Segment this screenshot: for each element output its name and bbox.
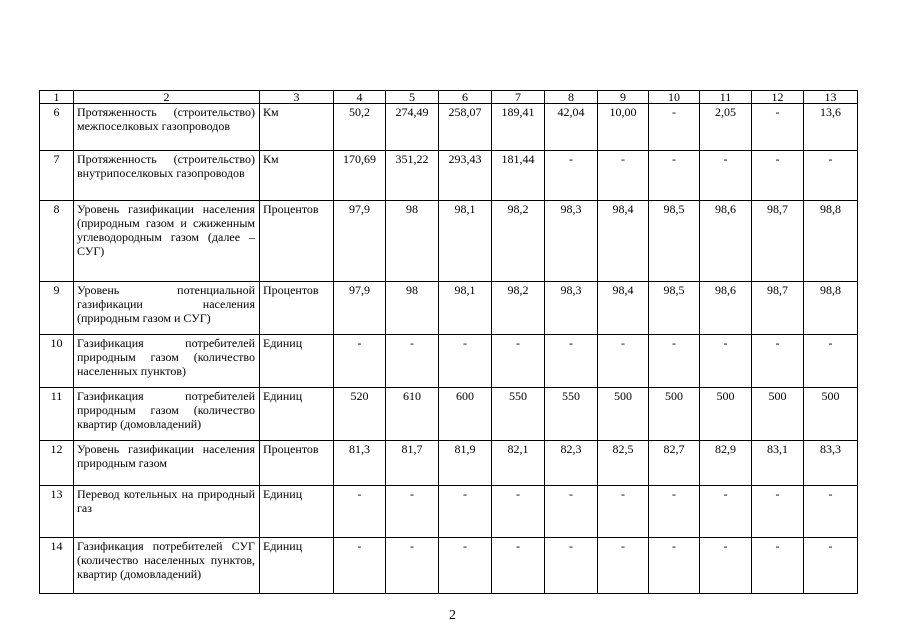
value-cell: -	[439, 538, 492, 594]
value-cell: 500	[752, 388, 804, 441]
table-row	[40, 335, 858, 388]
unit-cell: Процентов	[260, 441, 334, 486]
unit-cell: Единиц	[260, 538, 334, 594]
value-cell: 97,9	[334, 282, 386, 335]
value-cell: -	[649, 538, 700, 594]
table-row	[40, 282, 858, 335]
unit-cell: Процентов	[260, 282, 334, 335]
row-number-cell: 6	[40, 104, 74, 151]
header-cell: 13	[804, 91, 858, 104]
value-cell: 98,8	[804, 282, 858, 335]
value-cell: 550	[492, 388, 545, 441]
value-cell: -	[804, 486, 858, 538]
header-cell: 7	[492, 91, 545, 104]
value-cell: 83,3	[804, 441, 858, 486]
table-header-row	[40, 91, 858, 104]
indicator-name-cell: Газификация потребителей природным газом (количество населенных пунктов)	[74, 335, 260, 388]
row-number-cell: 11	[40, 388, 74, 441]
unit-cell: Единиц	[260, 486, 334, 538]
value-cell: -	[439, 486, 492, 538]
value-cell: 81,7	[386, 441, 439, 486]
value-cell: -	[804, 538, 858, 594]
value-cell: -	[598, 538, 649, 594]
value-cell: 500	[649, 388, 700, 441]
value-cell: -	[492, 335, 545, 388]
header-cell: 9	[598, 91, 649, 104]
value-cell: 82,1	[492, 441, 545, 486]
row-number-cell: 9	[40, 282, 74, 335]
value-cell: -	[649, 486, 700, 538]
value-cell: 10,00	[598, 104, 649, 151]
value-cell: 98,8	[804, 201, 858, 282]
value-cell: 500	[598, 388, 649, 441]
value-cell: 98,5	[649, 282, 700, 335]
value-cell: -	[752, 151, 804, 201]
value-cell: -	[492, 538, 545, 594]
header-cell: 3	[260, 91, 334, 104]
value-cell: 82,9	[700, 441, 752, 486]
row-number-cell: 8	[40, 201, 74, 282]
value-cell: 98,7	[752, 201, 804, 282]
value-cell: 274,49	[386, 104, 439, 151]
value-cell: 520	[334, 388, 386, 441]
value-cell: 42,04	[545, 104, 598, 151]
table-row	[40, 538, 858, 594]
indicators-table	[39, 90, 858, 594]
value-cell: 351,22	[386, 151, 439, 201]
value-cell: 98,2	[492, 282, 545, 335]
value-cell: 550	[545, 388, 598, 441]
indicator-name-cell: Протяженность (строительство) межпоселковых газопроводов	[74, 104, 260, 151]
value-cell: 98,4	[598, 201, 649, 282]
value-cell: 50,2	[334, 104, 386, 151]
header-cell: 8	[545, 91, 598, 104]
value-cell: -	[649, 104, 700, 151]
value-cell: 82,3	[545, 441, 598, 486]
value-cell: -	[386, 538, 439, 594]
table-row	[40, 104, 858, 151]
value-cell: 600	[439, 388, 492, 441]
unit-cell: Процентов	[260, 201, 334, 282]
header-cell: 1	[40, 91, 74, 104]
row-number-cell: 12	[40, 441, 74, 486]
value-cell: 98	[386, 282, 439, 335]
table-row	[40, 388, 858, 441]
header-cell: 4	[334, 91, 386, 104]
row-number-cell: 7	[40, 151, 74, 201]
value-cell: 170,69	[334, 151, 386, 201]
value-cell: 81,9	[439, 441, 492, 486]
indicator-name-cell: Уровень потенциальной газификации населения (природным газом и СУГ)	[74, 282, 260, 335]
indicator-name-cell: Газификация потребителей СУГ (количество населенных пунктов, квартир (домовладений)	[74, 538, 260, 594]
value-cell: 610	[386, 388, 439, 441]
value-cell: 83,1	[752, 441, 804, 486]
value-cell: 98,3	[545, 201, 598, 282]
value-cell: -	[752, 538, 804, 594]
value-cell: -	[386, 335, 439, 388]
table-row	[40, 441, 858, 486]
unit-cell: Единиц	[260, 335, 334, 388]
value-cell: -	[649, 335, 700, 388]
unit-cell: Км	[260, 104, 334, 151]
value-cell: 98,2	[492, 201, 545, 282]
header-cell: 2	[74, 91, 260, 104]
value-cell: 98,5	[649, 201, 700, 282]
header-cell: 6	[439, 91, 492, 104]
value-cell: -	[752, 104, 804, 151]
value-cell: -	[804, 151, 858, 201]
value-cell: -	[752, 335, 804, 388]
indicator-name-cell: Уровень газификации населения (природным газом и сжиженным углеводородным газом (далее – СУГ)	[74, 201, 260, 282]
value-cell: -	[598, 151, 649, 201]
unit-cell: Единиц	[260, 388, 334, 441]
row-number-cell: 14	[40, 538, 74, 594]
indicator-name-cell: Протяженность (строительство) внутрипоселковых газопроводов	[74, 151, 260, 201]
value-cell: 189,41	[492, 104, 545, 151]
value-cell: -	[334, 486, 386, 538]
header-cell: 10	[649, 91, 700, 104]
value-cell: 500	[700, 388, 752, 441]
value-cell: -	[700, 486, 752, 538]
value-cell: 98,6	[700, 282, 752, 335]
value-cell: -	[545, 335, 598, 388]
value-cell: -	[804, 335, 858, 388]
value-cell: 97,9	[334, 201, 386, 282]
page-number: 2	[449, 608, 456, 623]
value-cell: -	[439, 335, 492, 388]
value-cell: -	[545, 151, 598, 201]
header-cell: 5	[386, 91, 439, 104]
value-cell: -	[752, 486, 804, 538]
value-cell: -	[545, 538, 598, 594]
value-cell: 98,6	[700, 201, 752, 282]
value-cell: -	[386, 486, 439, 538]
indicator-name-cell: Газификация потребителей природным газом (количество квартир (домовладений)	[74, 388, 260, 441]
header-cell: 12	[752, 91, 804, 104]
value-cell: 2,05	[700, 104, 752, 151]
value-cell: -	[598, 335, 649, 388]
value-cell: -	[334, 538, 386, 594]
value-cell: 98,7	[752, 282, 804, 335]
table-row	[40, 201, 858, 282]
value-cell: 500	[804, 388, 858, 441]
value-cell: -	[649, 151, 700, 201]
value-cell: 98,1	[439, 201, 492, 282]
value-cell: -	[700, 151, 752, 201]
value-cell: 258,07	[439, 104, 492, 151]
indicator-name-cell: Уровень газификации населения природным газом	[74, 441, 260, 486]
value-cell: -	[334, 335, 386, 388]
value-cell: 293,43	[439, 151, 492, 201]
unit-cell: Км	[260, 151, 334, 201]
value-cell: 13,6	[804, 104, 858, 151]
value-cell: 98	[386, 201, 439, 282]
value-cell: 98,1	[439, 282, 492, 335]
value-cell: -	[492, 486, 545, 538]
value-cell: 98,3	[545, 282, 598, 335]
indicator-name-cell: Перевод котельных на природный газ	[74, 486, 260, 538]
value-cell: 98,4	[598, 282, 649, 335]
row-number-cell: 13	[40, 486, 74, 538]
value-cell: 181,44	[492, 151, 545, 201]
value-cell: 81,3	[334, 441, 386, 486]
value-cell: 82,7	[649, 441, 700, 486]
value-cell: -	[700, 538, 752, 594]
row-number-cell: 10	[40, 335, 74, 388]
table-row	[40, 486, 858, 538]
value-cell: -	[700, 335, 752, 388]
value-cell: 82,5	[598, 441, 649, 486]
value-cell: -	[598, 486, 649, 538]
table-row	[40, 151, 858, 201]
value-cell: -	[545, 486, 598, 538]
header-cell: 11	[700, 91, 752, 104]
